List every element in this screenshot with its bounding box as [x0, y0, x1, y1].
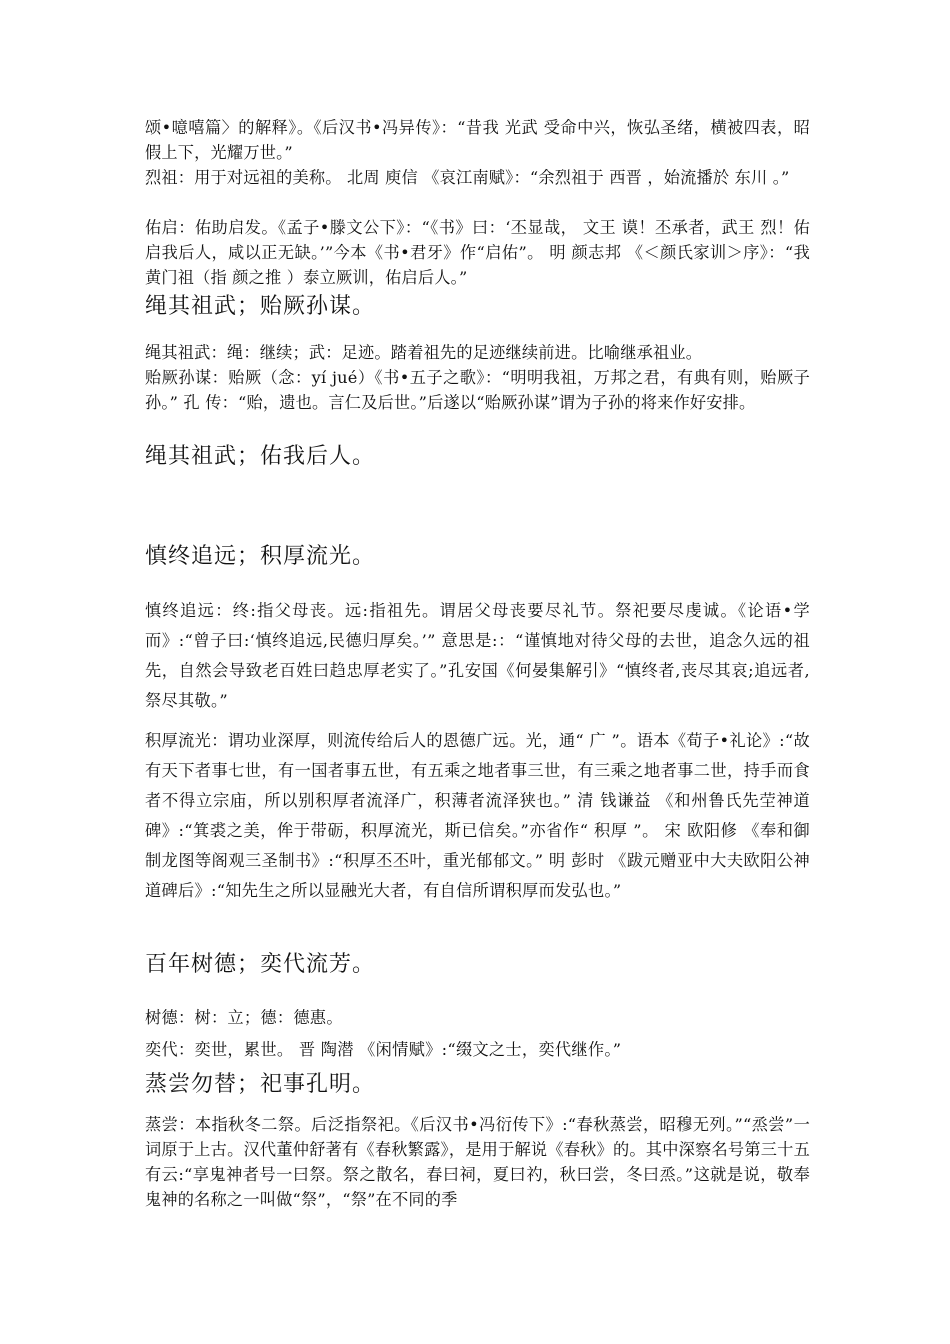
paragraph-lie-zu: 烈祖：用于对远祖的美称。 北周 庾信 《哀江南赋》：“余烈祖于 西晋 ，始流播於 东川 。”	[145, 168, 790, 187]
heading-sheng-qi-zu-wu-1: 绳其祖武；贻厥孙谋。	[145, 294, 376, 319]
paragraph-shu-de: 树德：树：立；德：德惠。	[145, 1008, 343, 1027]
paragraph-shen-zhong-zhui-yuan: 慎终追远：终:指父母丧。远:指祖先。谓居父母丧要尽礼节。祭祀要尽虔诚。《论语•学而》:“曾子曰:‘慎终追远,民德归厚矣。’” 意思是:：“谨慎地对待父母的去世，追念久远的祖先，自然会导致老百姓曰趋忠厚老实了。”孔安国《何晏集解引》“慎终者,丧尽其哀;追远者,祭尽其敬。”	[145, 601, 810, 710]
heading-zheng-chang-wu-ti: 蒸尝勿替；祀事孔明。	[145, 1072, 376, 1097]
paragraph-ji-hou-liu-guang: 积厚流光：谓功业深厚，则流传给后人的恩德广远。光，通“ 广 ”。语本《荀子•礼论》:“故有天下者事七世，有一国者事五世，有五乘之地者事三世，有三乘之地者事二世，持手而食者不得立宗庙，所以别积厚者流泽广，积薄者流泽狭也。” 清 钱谦益 《和州鲁氏先茔神道碑》:“箕裘之美，侔于带砺，积厚流光，斯已信矣。”亦省作“ 积厚 ”。 宋 欧阳修 《奉和御制龙图等阁观三圣制书》:“积厚丕丕叶，重光郁郁文。” 明 彭时 《跋元赠亚中大夫欧阳公神道碑后》:“知先生之所以显融光大者，有自信所谓积厚而发弘也。”	[145, 731, 810, 900]
paragraph-zheng-chang: 蒸尝：本指秋冬二祭。后泛指祭祀。《后汉书•冯衍传下》:“春秋蒸尝，昭穆无列。”“烝尝”一词原于上古。汉代董仲舒著有《春秋繁露》，是用于解说《春秋》的。其中深察名号第三十五有云:“享鬼神者号一曰祭。祭之散名，春曰祠，夏曰礿，秋曰尝，冬曰烝。”这就是说，敬奉鬼神的名称之一叫做“祭”，“祭”在不同的季	[145, 1115, 810, 1209]
paragraph-hou-han-shu: 颂•噫嘻篇〉的解释》。《后汉书•冯异传》：“昔我 光武 受命中兴，恢弘圣绪，横被四表，昭假上下，光耀万世。”	[145, 118, 810, 162]
paragraph-yi-dai: 奕代：奕世，累世。 晋 陶潜 《闲情赋》:“缀文之士，奕代继作。”	[145, 1040, 622, 1059]
paragraph-you-qi: 佑启：佑助启发。《孟子•滕文公下》：“《书》曰：‘丕显哉， 文王 谟！丕承者，武王 烈！佑启我后人，咸以正无缺。’”今本《书•君牙》作“启佑”。 明 颜志邦 《＜颜氏家训＞序》：“我黄门祖（指 颜之推 ）泰立厥训，佑启后人。”	[145, 218, 810, 287]
paragraph-yi-jue-sun-mou: 贻厥孙谋：贻厥（念：yí jué）《书•五子之歌》：“明明我祖，万邦之君，有典有则，贻厥子孙。” 孔 传：“贻，遗也。言仁及后世。”后遂以“贻厥孙谋”谓为子孙的将来作好安排。	[145, 368, 810, 412]
heading-shen-zhong-zhui-yuan: 慎终追远；积厚流光。	[145, 544, 376, 569]
heading-bai-nian-shu-de: 百年树德；奕代流芳。	[145, 952, 376, 977]
heading-sheng-qi-zu-wu-2: 绳其祖武；佑我后人。	[145, 444, 376, 469]
paragraph-sheng-qi-zu-wu: 绳其祖武：绳：继续；武：足迹。踏着祖先的足迹继续前进。比喻继承祖业。	[145, 343, 703, 362]
